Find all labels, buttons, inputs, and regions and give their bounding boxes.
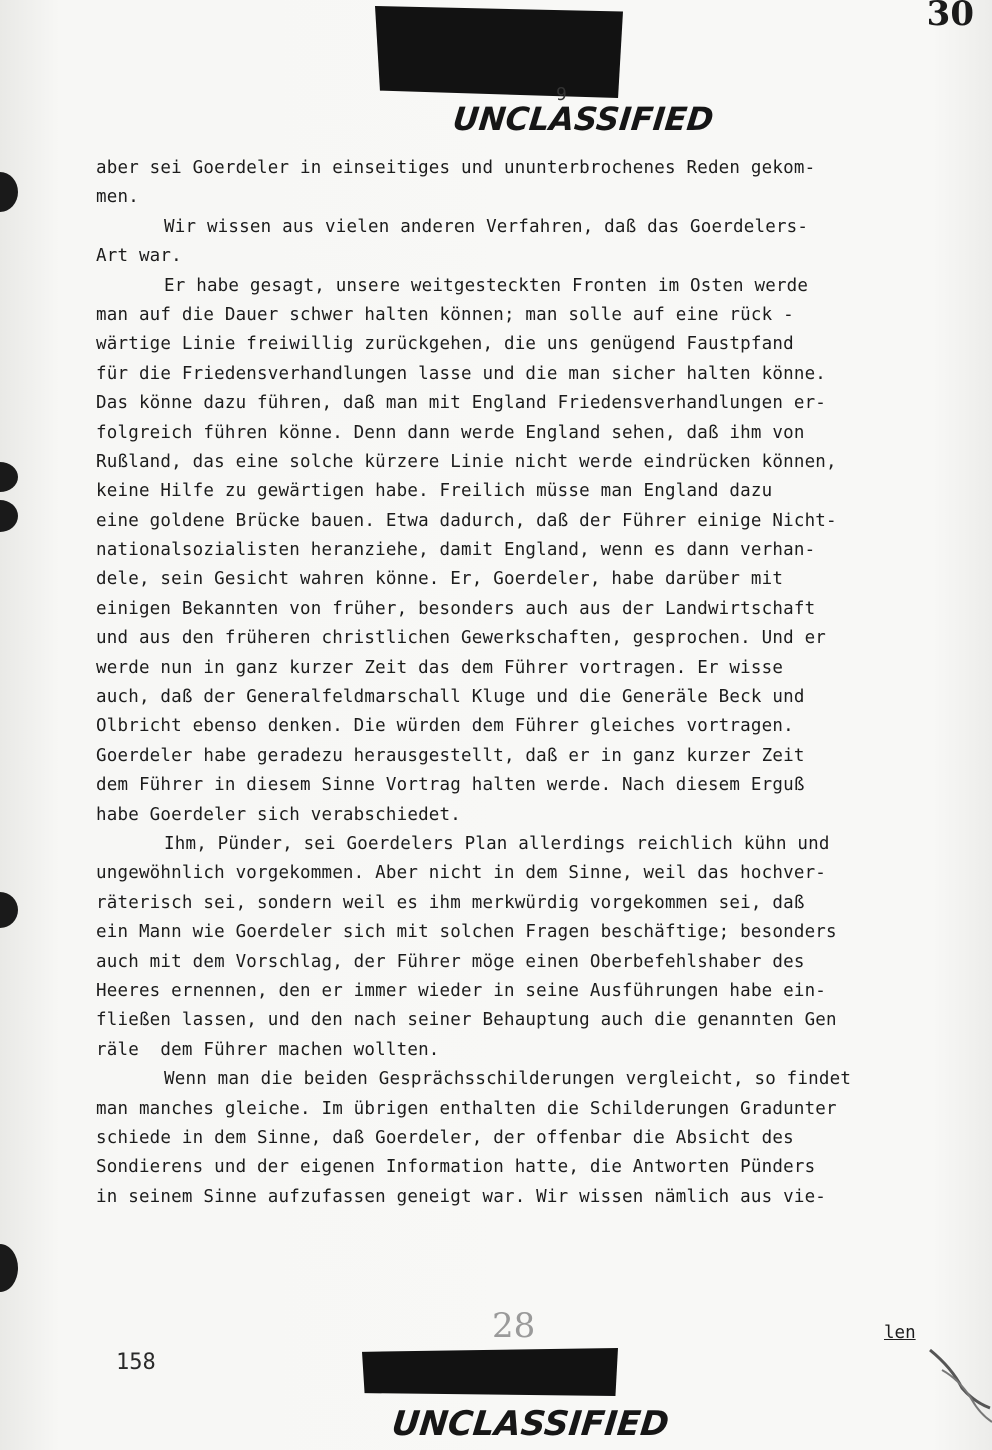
- archive-number: 158: [116, 1350, 156, 1375]
- text-line: man auf die Dauer schwer halten können; man solle auf eine rück -: [96, 304, 794, 325]
- text-line: men.: [96, 187, 139, 208]
- page-corner-scuff: [922, 1340, 992, 1430]
- header-unclassified-stamp: UNCLASSIFIED: [451, 100, 716, 138]
- text-line: einigen Bekannten von früher, besonders auch aus der Landwirtschaft: [96, 598, 816, 619]
- text-line: eine goldene Brücke bauen. Etwa dadurch, daß der Führer einige Nicht-: [96, 510, 837, 531]
- text-line: ungewöhnlich vorgekommen. Aber nicht in dem Sinne, weil das hochver-: [96, 863, 827, 884]
- text-line: fließen lassen, und den nach seiner Behauptung auch die genannten Gen: [96, 1010, 837, 1031]
- text-line: Ihm, Pünder, sei Goerdelers Plan allerdings reichlich kühn und: [164, 833, 830, 854]
- text-line: Er habe gesagt, unsere weitgesteckten Fronten im Osten werde: [164, 275, 809, 296]
- text-line: Heeres ernennen, den er immer wieder in seine Ausführungen habe ein-: [96, 980, 827, 1001]
- text-line: auch mit dem Vorschlag, der Führer möge einen Oberbefehlshaber des: [96, 951, 805, 972]
- text-line: Rußland, das eine solche kürzere Linie nicht werde eindrücken können,: [96, 451, 837, 472]
- text-line: wärtige Linie freiwillig zurückgehen, die uns genügend Faustpfand: [96, 334, 794, 355]
- footer-redaction-bar: [362, 1348, 618, 1396]
- original-page-number: 28: [492, 1306, 536, 1346]
- catchword: len: [884, 1323, 916, 1343]
- punch-hole: [0, 892, 18, 928]
- punch-hole: [0, 172, 18, 212]
- text-line: Das könne dazu führen, daß man mit England Friedensverhandlungen er-: [96, 393, 827, 414]
- text-line: Wir wissen aus vielen anderen Verfahren, daß das Goerdelers-: [164, 216, 809, 237]
- text-line: auch, daß der Generalfeldmarschall Kluge und die Generäle Beck und: [96, 687, 805, 708]
- footer-unclassified-stamp: UNCLASSIFIED: [389, 1404, 671, 1444]
- punch-hole: [0, 1244, 18, 1292]
- text-line: folgreich führen könne. Denn dann werde England sehen, daß ihm von: [96, 422, 805, 443]
- text-line: man manches gleiche. Im übrigen enthalten die Schilderungen Gradunter: [96, 1098, 837, 1119]
- text-line: dem Führer in diesem Sinne Vortrag halten werde. Nach diesem Erguß: [96, 775, 805, 796]
- punch-hole: [0, 462, 18, 492]
- typed-letter-body: [96, 154, 986, 1212]
- text-line: nationalsozialisten heranziehe, damit England, wenn es dann verhan-: [96, 540, 816, 561]
- text-line: in seinem Sinne aufzufassen geneigt war. Wir wissen nämlich aus vie-: [96, 1186, 827, 1207]
- text-line: und aus den früheren christlichen Gewerkschaften, gesprochen. Und er: [96, 628, 827, 649]
- text-line: Goerdeler habe geradezu herausgestellt, daß er in ganz kurzer Zeit: [96, 745, 805, 766]
- text-line: werde nun in ganz kurzer Zeit das dem Führer vortragen. Er wisse: [96, 657, 784, 678]
- text-line: ein Mann wie Goerdeler sich mit solchen Fragen beschäftige; besonders: [96, 922, 837, 943]
- text-line: Wenn man die beiden Gesprächsschilderungen vergleicht, so findet: [164, 1069, 852, 1090]
- page-number: 30: [926, 0, 974, 34]
- text-line: Art war.: [96, 246, 182, 267]
- text-line: räterisch sei, sondern weil es ihm merkwürdig vorgekommen sei, daß: [96, 892, 805, 913]
- text-line: für die Friedensverhandlungen lasse und die man sicher halten könne.: [96, 363, 827, 384]
- text-line: Olbricht ebenso denken. Die würden dem Führer gleiches vortragen.: [96, 716, 794, 737]
- text-line: räle dem Führer machen wollten.: [96, 1039, 440, 1060]
- stamp-overmark: 9: [556, 84, 567, 105]
- text-line: aber sei Goerdeler in einseitiges und ununterbrochenes Reden gekom-: [96, 158, 816, 178]
- text-line: Sondierens und der eigenen Information hatte, die Antworten Pünders: [96, 1157, 816, 1178]
- punch-hole: [0, 500, 18, 532]
- text-line: habe Goerdeler sich verabschiedet.: [96, 804, 462, 825]
- text-line: keine Hilfe zu gewärtigen habe. Freilich müsse man England dazu: [96, 481, 773, 502]
- text-line: schiede in dem Sinne, daß Goerdeler, der offenbar die Absicht des: [96, 1127, 794, 1148]
- header-redaction-bar: [375, 6, 623, 98]
- text-line: dele, sein Gesicht wahren könne. Er, Goerdeler, habe darüber mit: [96, 569, 784, 590]
